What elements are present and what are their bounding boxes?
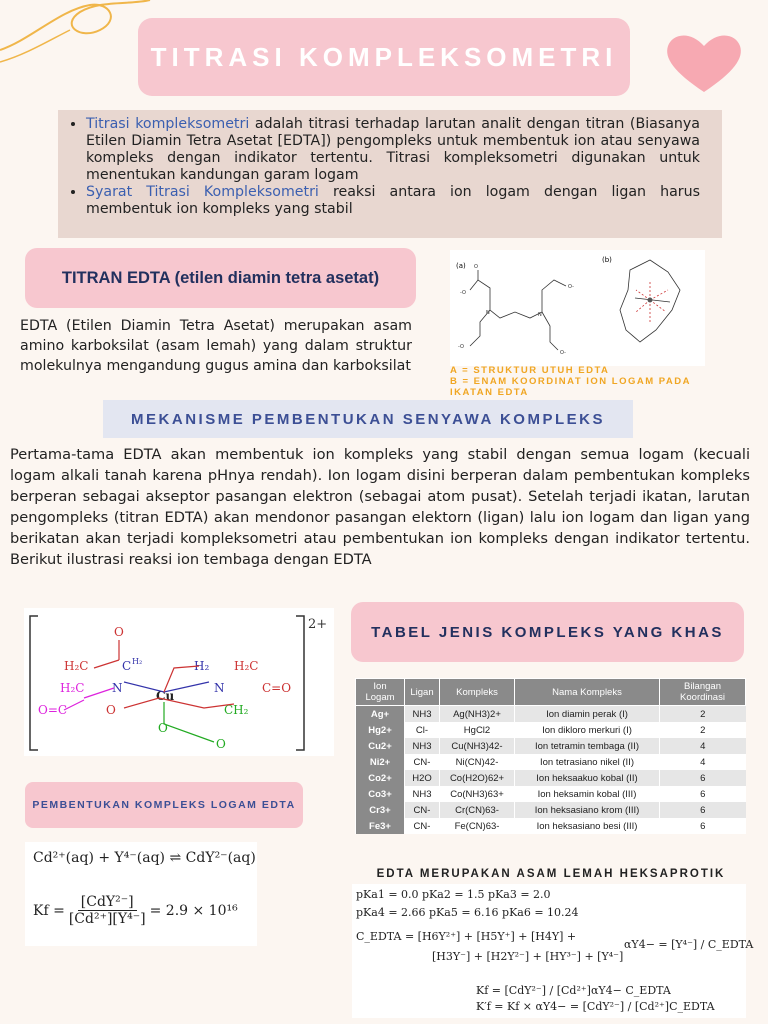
cell-bilangan: 6 [660, 770, 746, 786]
mekanisme-heading: MEKANISME PEMBENTUKAN SENYAWA KOMPLEKS [103, 400, 633, 438]
label-a: (a) [456, 262, 466, 270]
heksaprotik-caption: EDTA MERUPAKAN ASAM LEMAH HEKSAPROTIK [376, 868, 726, 880]
cell-bilangan: 2 [660, 706, 746, 723]
cell-bilangan: 6 [660, 786, 746, 802]
cell-kompleks: Cr(CN)63- [440, 802, 515, 818]
cell-ligan: CN- [405, 754, 440, 770]
col-nama: Nama Kompleks [515, 679, 660, 706]
svg-text:H₂C: H₂C [64, 659, 89, 673]
cell-nama: Ion heksasiano besi (III) [515, 818, 660, 834]
cell-ligan: CN- [405, 802, 440, 818]
cell-nama: Ion dikloro merkuri (I) [515, 722, 660, 738]
svg-text:O: O [114, 625, 124, 639]
cell-ligan: CN- [405, 818, 440, 834]
caption-a: A = STRUKTUR UTUH EDTA [450, 365, 610, 376]
cell-ion: Hg2+ [356, 722, 405, 738]
alpha-formula: αY4− = [Y⁴⁻] / C_EDTA [624, 938, 754, 951]
cedta-line-1: C_EDTA = [H6Y²⁺] + [H5Y⁺] + [H4Y] + [356, 930, 577, 943]
table-row [356, 802, 746, 818]
col-ligan: Ligan [405, 679, 440, 706]
svg-text:CH₂: CH₂ [224, 703, 249, 717]
cell-bilangan: 4 [660, 738, 746, 754]
svg-text:N: N [538, 312, 542, 318]
cell-ion: Fe3+ [356, 818, 405, 834]
cell-ion: Co2+ [356, 770, 405, 786]
cell-ligan: NH3 [405, 738, 440, 754]
table-header-row [356, 679, 746, 706]
cell-nama: Ion diamin perak (I) [515, 706, 660, 723]
cell-nama: Ion heksaakuo kobal (II) [515, 770, 660, 786]
svg-text:N: N [486, 310, 490, 316]
svg-text:-O: -O [460, 290, 466, 296]
svg-text:O-: O- [568, 284, 574, 290]
svg-text:C: C [122, 659, 132, 673]
svg-text:Cu: Cu [156, 689, 175, 703]
reaction-line: Cd²⁺(aq) + Y⁴⁻(aq) ⇌ CdY²⁻(aq) [33, 850, 256, 866]
decorative-swirl [0, 0, 160, 110]
titran-heading: TITRAN EDTA (etilen diamin tetra asetat) [25, 248, 416, 308]
svg-text:O: O [474, 264, 478, 270]
cell-ion: Co3+ [356, 786, 405, 802]
intro-bullet-syarat: • Syarat Titrasi Kompleksometri reaksi antara ion logam dengan ligan harus membentuk ion kompleks yang stabil [86, 184, 700, 218]
kf-label: Kf = [33, 902, 65, 919]
complex-charge: 2+ [308, 617, 328, 632]
svg-text:H₂: H₂ [132, 657, 143, 666]
cell-ligan: Cl- [405, 722, 440, 738]
equation-heksaprotik [352, 884, 754, 1018]
kf-denominator: [Cd²⁺][Y⁴⁻] [68, 911, 146, 927]
table-row [356, 818, 746, 834]
cell-ion: Cr3+ [356, 802, 405, 818]
cell-bilangan: 6 [660, 802, 746, 818]
svg-text:N: N [214, 681, 225, 695]
table-row [356, 722, 746, 738]
svg-text:O: O [158, 721, 168, 735]
svg-text:O: O [216, 737, 226, 751]
label-b: (b) [602, 256, 612, 264]
cell-nama: Ion tetramin tembaga (II) [515, 738, 660, 754]
kf-value: = 2.9 × 10¹⁶ [149, 902, 238, 919]
kf-prime-formula: K′f = Kf × αY4− = [CdY²⁻] / [Cd²⁺]C_EDTA [476, 1000, 715, 1013]
page-title-text: TITRASI KOMPLEKSOMETRI [150, 41, 618, 72]
cell-bilangan: 4 [660, 754, 746, 770]
kf-numerator: [CdY²⁻] [78, 894, 137, 911]
cell-ligan: NH3 [405, 706, 440, 723]
svg-text:-O: -O [458, 344, 464, 350]
cell-ion: Ni2+ [356, 754, 405, 770]
svg-text:H₂: H₂ [194, 659, 210, 673]
cell-bilangan: 2 [660, 722, 746, 738]
cell-kompleks: Co(H2O)62+ [440, 770, 515, 786]
page-title [138, 18, 630, 96]
pka-line-2: pKa4 = 2.66 pKa5 = 6.16 pKa6 = 10.24 [356, 906, 579, 919]
cell-bilangan: 6 [660, 818, 746, 834]
caption-b: B = ENAM KOORDINAT ION LOGAM PADA IKATAN EDTA [450, 376, 691, 398]
svg-text:O=C: O=C [38, 703, 68, 717]
svg-text:H₂C: H₂C [60, 681, 85, 695]
cell-kompleks: Fe(CN)63- [440, 818, 515, 834]
cell-nama: Ion heksamin kobal (III) [515, 786, 660, 802]
col-ion: Ion Logam [356, 679, 405, 706]
intro-bullet-definition: • Titrasi kompleksometri adalah titrasi terhadap larutan analit dengan titran (Biasanya Etilen Diamin Tetra Asetat [EDTA]) pengompleks untuk membentuk ion atau senyawa kompleks dengan indikator tertentu. Titrasi kompleksometri digunakan untuk menentukan kandungan garam logam [86, 116, 700, 184]
structure-caption [450, 365, 712, 398]
table-row [356, 754, 746, 770]
svg-text:N: N [112, 681, 123, 695]
cell-kompleks: Co(NH3)63+ [440, 786, 515, 802]
cedta-line-2: [H3Y⁻] + [H2Y²⁻] + [HY³⁻] + [Y⁴⁻] [432, 950, 624, 963]
cell-ion: Cu2+ [356, 738, 405, 754]
svg-text:O: O [106, 703, 116, 717]
kf-formula-2: Kf = [CdY²⁻] / [Cd²⁺]αY4− C_EDTA [476, 984, 671, 997]
cell-nama: Ion tetrasiano nikel (II) [515, 754, 660, 770]
cell-ligan: H2O [405, 770, 440, 786]
tabel-heading: TABEL JENIS KOMPLEKS YANG KHAS [351, 602, 744, 662]
svg-text:O-: O- [560, 350, 566, 356]
col-kompleks: Kompleks [440, 679, 515, 706]
cell-kompleks: Cu(NH3)42- [440, 738, 515, 754]
cell-ligan: NH3 [405, 786, 440, 802]
cell-kompleks: Ni(CN)42- [440, 754, 515, 770]
table-row [356, 706, 746, 723]
edta-description: EDTA (Etilen Diamin Tetra Asetat) merupakan asam amino karboksilat (asam lemah) yang dalam struktur molekulnya mengandung gugus amina dan karboksilat [20, 318, 412, 374]
equation-cd-edta [25, 842, 257, 946]
pka-line-1: pKa1 = 0.0 pKa2 = 1.5 pKa3 = 2.0 [356, 888, 551, 901]
heart-icon [664, 30, 744, 96]
table-row [356, 770, 746, 786]
table-row [356, 738, 746, 754]
complex-table [355, 678, 746, 834]
cell-kompleks: HgCl2 [440, 722, 515, 738]
mekanisme-paragraph: Pertama-tama EDTA akan membentuk ion kompleks yang stabil dengan semua logam (kecuali logam alkali tanah karena pHnya rendah). Ion logam disini berperan dalam pembentukan kompleks berperan sebagai akseptor pasangan elektron (sebagai atom pusat). Setelah terjadi ikatan, larutan pengompleks (titran EDTA) akan mendonor pasangan elektorn (ligan) lalu ion logam dan ligan yang berikatan akan terjadi kompleksometri atau pembentukan ion kompleks dengan indikator tertentu. Berikut ilustrasi reaksi ion tembaga dengan EDTA [10, 446, 750, 568]
table-row [356, 786, 746, 802]
cell-nama: Ion heksasiano krom (III) [515, 802, 660, 818]
cell-ion: Ag+ [356, 706, 405, 723]
svg-text:C=O: C=O [262, 681, 292, 695]
intro-box [58, 110, 722, 238]
svg-text:H₂C: H₂C [234, 659, 259, 673]
edta-structure-image [450, 250, 705, 366]
cell-kompleks: Ag(NH3)2+ [440, 706, 515, 723]
col-bilangan: Bilangan Koordinasi [660, 679, 746, 706]
kf-formula [33, 894, 238, 927]
cu-edta-complex-image [24, 608, 334, 756]
pembentukan-heading: PEMBENTUKAN KOMPLEKS LOGAM EDTA [25, 782, 303, 828]
